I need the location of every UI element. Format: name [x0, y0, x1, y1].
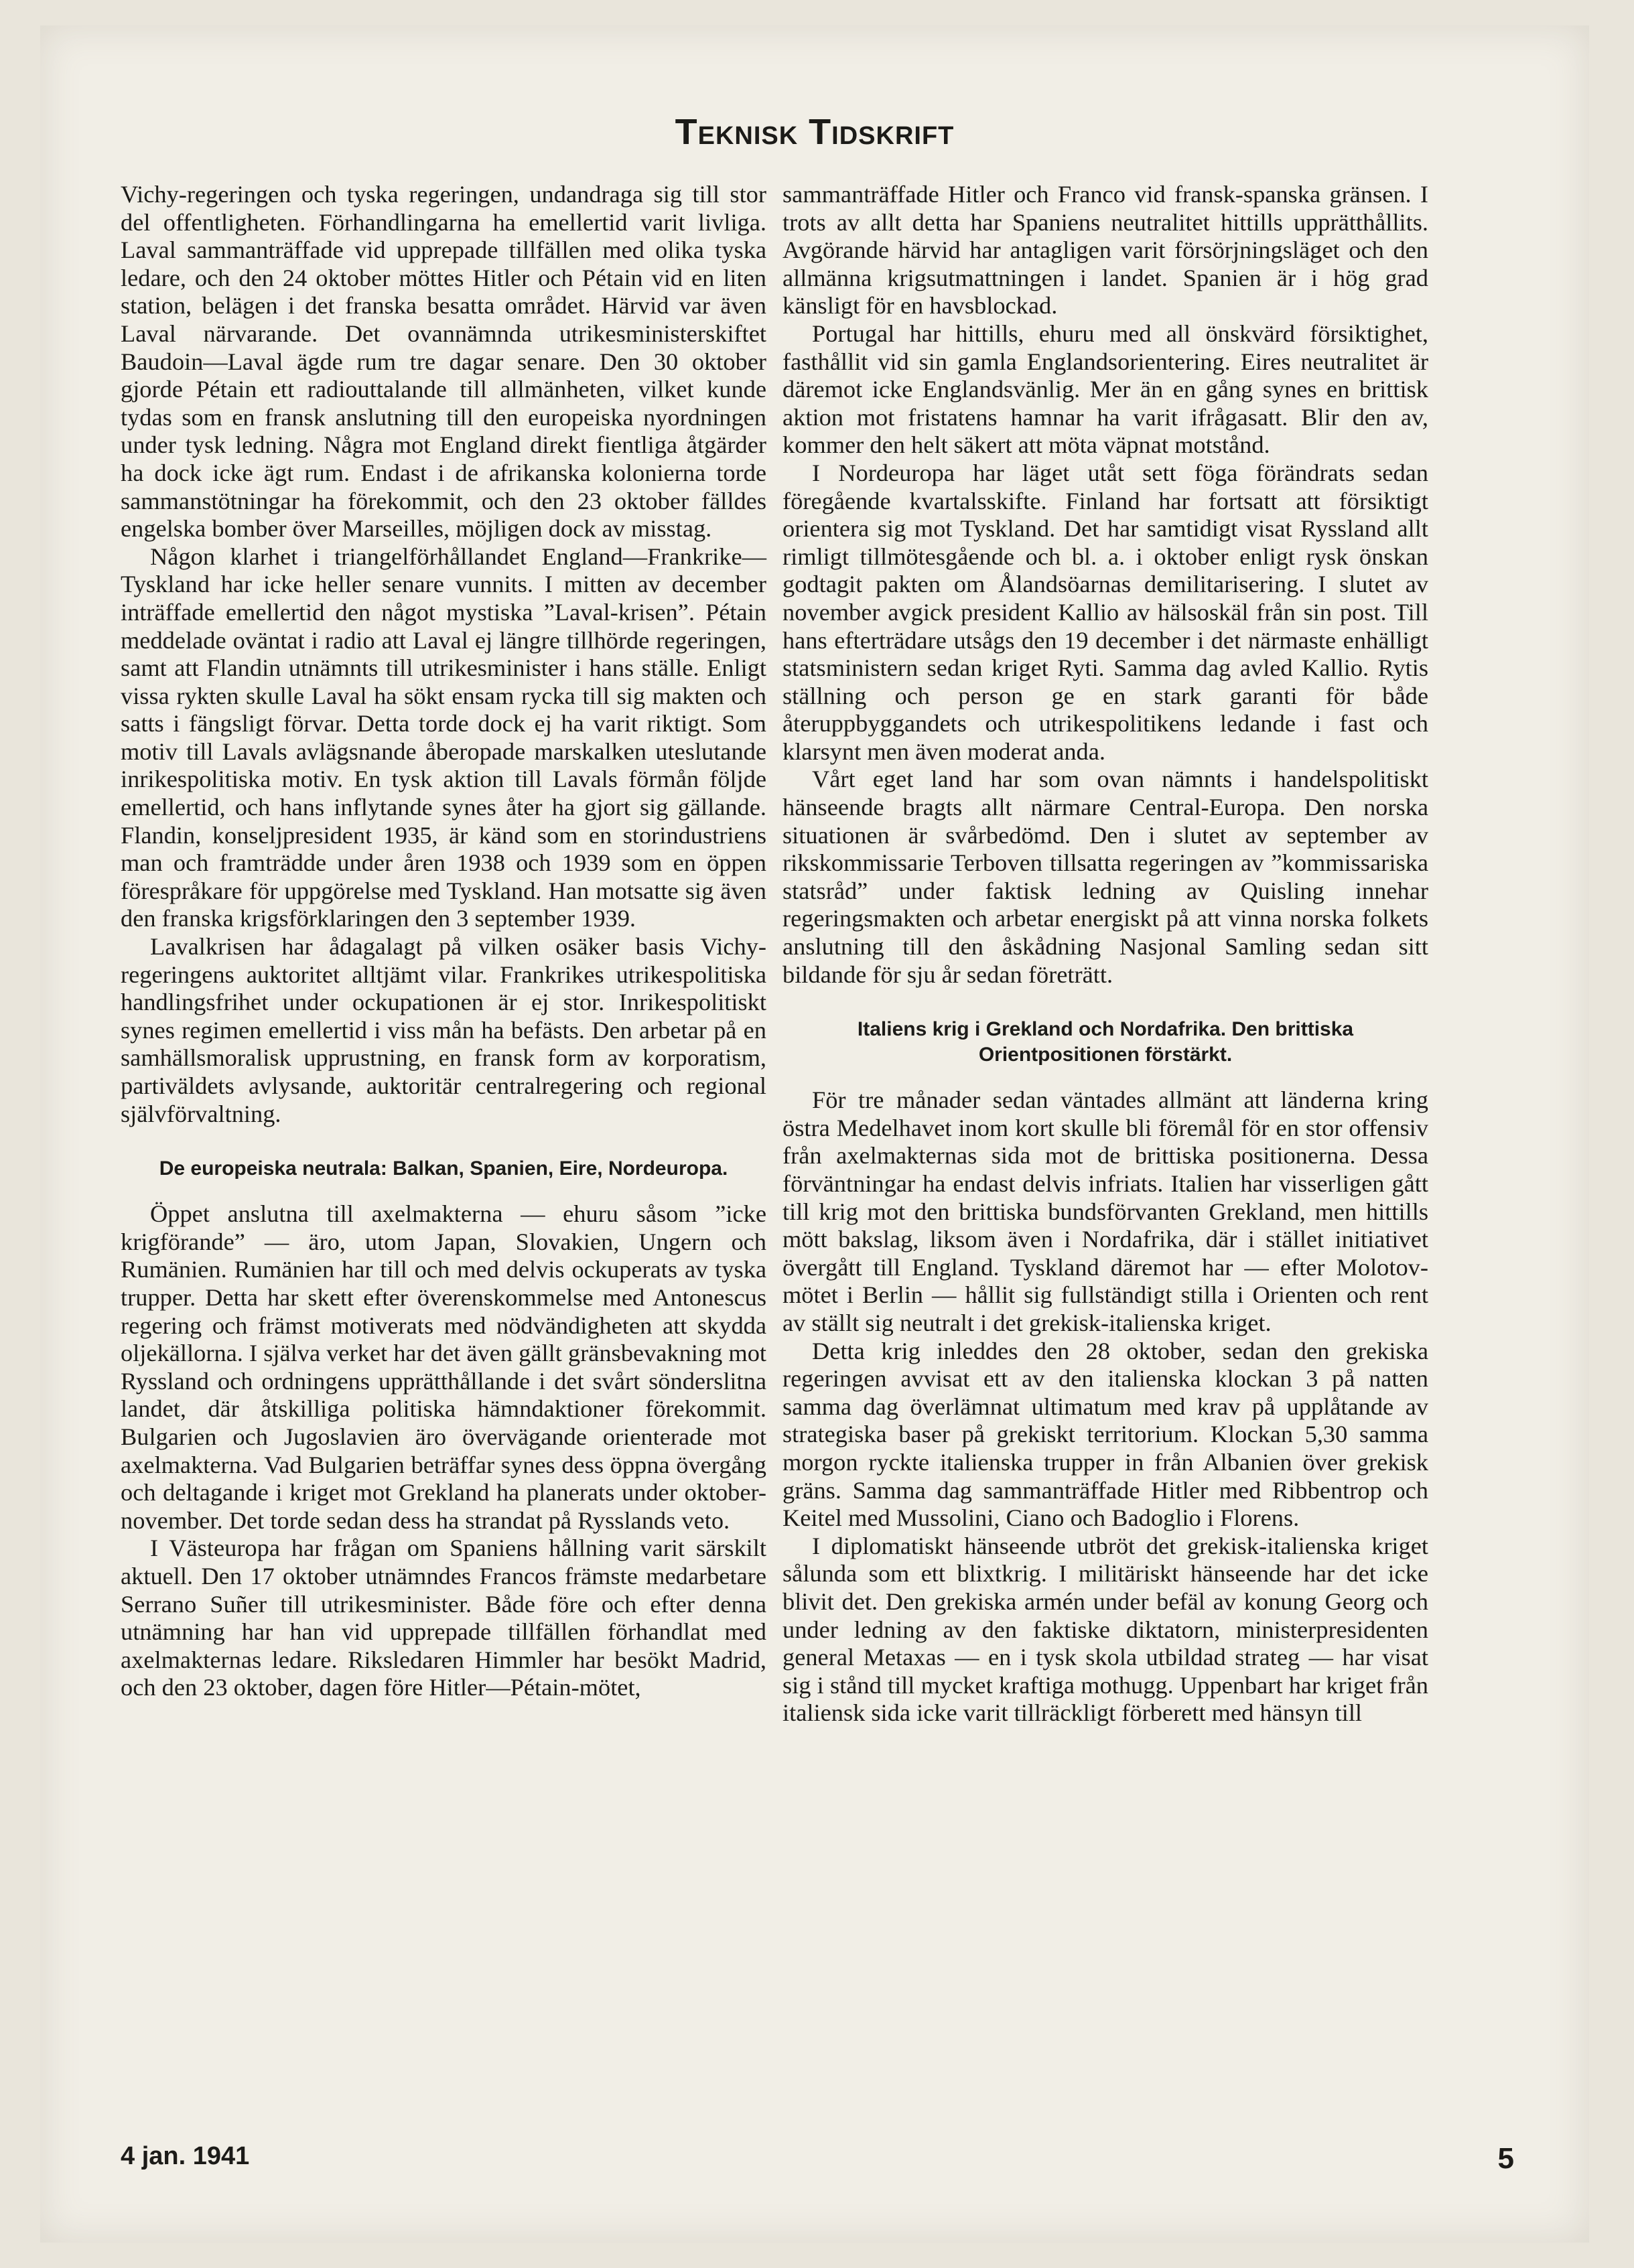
paragraph: sammanträffade Hitler och Franco vid fransk-spanska gränsen. I trots av allt detta har Spaniens neutralitet hittills upprätthållits. Avgörande härvid har antagligen varit försörjningsläget och den allmänna krigsutmattningen i landet. Spanien är i hög grad känsligt för en havsblockad.: [782, 181, 1428, 320]
paragraph: Portugal har hittills, ehuru med all önskvärd försiktighet, fasthållit vid sin gamla Englandsorientering. Eires neutralitet är däremot icke Englandsvänlig. Mer än en gång synes en brittisk aktion mot fristatens hamnar ha varit ifrågasatt. Blir den av, kommer den helt säkert att möta väpnat motstånd.: [782, 320, 1428, 459]
section-heading: De europeiska neutrala: Balkan, Spanien, Eire, Nordeuropa.: [159, 1157, 728, 1180]
paragraph: I Västeuropa har frågan om Spaniens hållning varit särskilt aktuell. Den 17 oktober utnämndes Francos främste medarbetare Serrano Suñer till utrikesminister. Både före och efter denna utnämning har han vid upprepade tillfällen förhandlat med axelmakternas ledare. Riksledaren Himmler har besökt Madrid, och den 23 oktober, dagen före Hitler—Pétain-mötet,: [121, 1535, 766, 1701]
paragraph: Lavalkrisen har ådagalagt på vilken osäker basis Vichy-regeringens auktoritet alltjämt vilar. Frankrikes utrikespolitiska handlingsfrihet under ockupationen är ej stor. Inrikespolitiskt synes regimen emellertid i viss mån ha befästs. Den arbetar på en samhällsmoralisk upprustning, en fransk form av korporatism, partiväldets avlysande, auktoritär centralregering och regional självförvaltning.: [121, 933, 766, 1127]
paragraph: I Nordeuropa har läget utåt sett föga förändrats sedan föregående kvartalsskifte. Finland har fortsatt att försiktigt orientera sig mot Tyskland. Det har samtidigt visat Ryssland allt rimligt tillmötesgående och bl. a. i oktober enligt rysk önskan godtagit pakten om Ålandsöarnas demilitarisering. I slutet av november avgick president Kallio av hälsoskäl från sin post. Till hans efterträdare utsågs den 19 december i det närmaste enhälligt statsministern sedan kriget Ryti. Samma dag avled Kallio. Rytis ställning och person ge en stark garanti för både återuppbyggandets och utrikespolitikens ledande i fast och klarsynt men även moderat anda.: [782, 459, 1428, 765]
paragraph: Någon klarhet i triangelförhållandet England—Frankrike—Tyskland har icke heller senare vunnits. I mitten av december inträffade emellertid den något mystiska ”Laval-krisen”. Pétain meddelade oväntat i radio att Laval ej längre tillhörde regeringen, samt att Flandin utnämnts till utrikesminister i hans ställe. Enligt vissa rykten skulle Laval ha sökt ensam rycka till sig makten och satts i fängsligt förvar. Detta torde dock ej ha varit riktigt. Som motiv till Lavals avlägsnande åberopade marskalken uteslutande inrikespolitiska motiv. En tysk aktion till Lavals förmån följde emellertid, och hans inflytande synes åter ha gjort sig gällande. Flandin, konseljpresident 1935, är känd som en storindustriens man och framträdde under åren 1938 och 1939 som en öppen förespråkare för uppgörelse med Tyskland. Han motsatte sig även den franska krigsförklaringen den 3 september 1939.: [121, 543, 766, 932]
page-number: 5: [1497, 2142, 1514, 2175]
paragraph: I diplomatiskt hänseende utbröt det grekisk-italienska kriget sålunda som ett blixtkrig. I militäriskt hänseende har det icke blivit det. Den grekiska armén under befäl av konung Georg och under ledning av den faktiske diktatorn, ministerpresidenten general Metaxas — en i tysk skola utbildad strateg — har visat sig i stånd till mycket kraftiga mothugg. Uppenbart har kriget från italiensk sida icke varit tillräckligt förberett med hänsyn till: [782, 1532, 1428, 1727]
section-heading: Italiens krig i Grekland och Nordafrika. Den brittiska Orientpositionen förstärkt.: [857, 1018, 1354, 1066]
paragraph: Detta krig inleddes den 28 oktober, sedan den grekiska regeringen avvisat ett av den italienska klockan 3 på natten samma dag överlämnat ultimatum med krav på upplåtande av strategiska baser på grekiskt territorium. Klockan 5,30 samma morgon ryckte italienska trupper in från Albanien över grekisk gräns. Samma dag sammanträffade Hitler med Ribbentrop och Keitel med Mussolini, Ciano och Badoglio i Florens.: [782, 1337, 1428, 1532]
left-column: [121, 181, 766, 1702]
right-column: [782, 181, 1428, 1727]
masthead-title: Teknisk Tidskrift: [675, 112, 955, 152]
paragraph: Vichy-regeringen och tyska regeringen, undandraga sig till stor del offentligheten. Förhandlingarna ha emellertid varit livliga. Laval sammanträffade vid upprepade tillfällen med olika tyska ledare, och den 24 oktober möttes Hitler och Pétain vid en liten station, belägen i det franska besatta området. Härvid var även Laval närvarande. Det ovannämnda utrikesministerskiftet Baudoin—Laval ägde rum tre dagar senare. Den 30 oktober gjorde Pétain ett radiouttalande till allmänheten, vilket kunde tydas som en fransk anslutning till den europeiska nyordningen under tysk ledning. Några mot England direkt fientliga åtgärder ha dock icke ägt rum. Endast i de afrikanska kolonierna torde sammanstötningar ha förekommit, och den 23 oktober fälldes engelska bomber över Marseilles, möjligen dock av misstag.: [121, 181, 766, 543]
paragraph: För tre månader sedan väntades allmänt att länderna kring östra Medelhavet inom kort skulle bli föremål för en stor offensiv från axelmakternas sida mot de brittiska positionerna. Dessa förväntningar ha endast delvis infriats. Italien har visserligen gått till krig mot den brittiska bundsförvanten Grekland, men hittills mött bakslag, liksom även i Nordafrika, där i stället initiativet övergått till England. Tyskland däremot har — efter Molotov-mötet i Berlin — hållit sig fullständigt stilla i Orienten och rent av ställt sig neutralt i det grekisk-italienska kriget.: [782, 1086, 1428, 1336]
magazine-page: [40, 25, 1589, 2243]
issue-date: 4 jan. 1941: [121, 2142, 250, 2170]
paragraph: Vårt eget land har som ovan nämnts i handelspolitiskt hänseende bragts allt närmare Central-Europa. Den norska situationen är svårbedömd. Den i slutet av september av rikskommissarie Terboven tillsatta regeringen av ”kommissariska statsråd” under faktisk ledning av Quisling innehar regeringsmakten och arbetar energiskt på att vinna norska folkets anslutning till den åskådning Nasjonal Samling sedan sitt bildande för sju år sedan företrätt.: [782, 766, 1428, 988]
paragraph: Öppet anslutna till axelmakterna — ehuru såsom ”icke krigförande” — äro, utom Japan, Slovakien, Ungern och Rumänien. Rumänien har till och med delvis ockuperats av tyska trupper. Detta har skett efter överenskommelse med Antonescus regering och främst motiverats med nödvändigheten att skydda oljekällorna. I själva verket har det även gällt gränsbevakning mot Ryssland och ordningens upprätthållande i det svårt sönderslitna landet, där åtskilliga politiska hämndaktioner förekommit. Bulgarien och Jugoslavien äro övervägande orienterade mot axelmakterna. Vad Bulgarien beträffar synes dess öppna övergång och deltagande i kriget mot Grekland ha planerats under oktober-november. Det torde sedan dess ha strandat på Rysslands veto.: [121, 1200, 767, 1534]
